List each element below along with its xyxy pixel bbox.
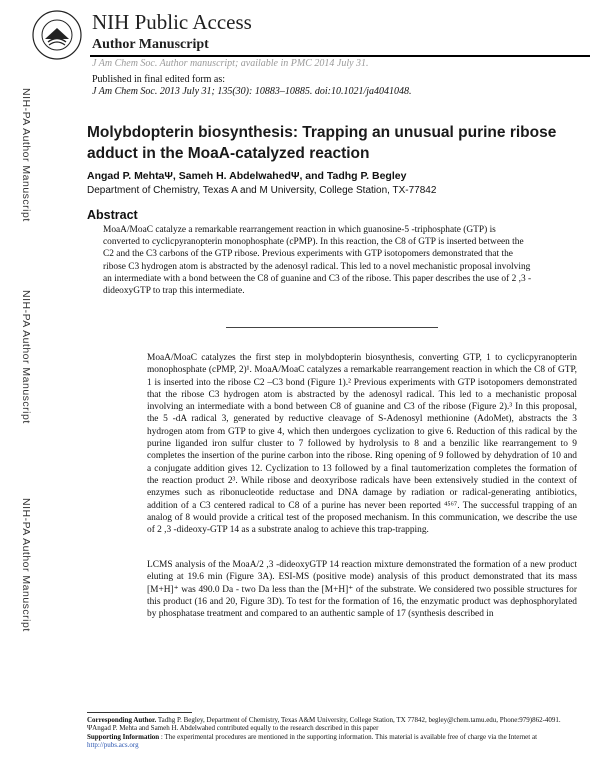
supporting-label: Supporting Information [87,732,160,741]
header-divider [90,55,590,57]
availability-note: J Am Chem Soc. Author manuscript; available in PMC 2014 July 31. [92,58,369,69]
published-label: Published in final edited form as: [92,74,226,85]
body-paragraph: MoaA/MoaC catalyzes the first step in molybdopterin biosynthesis, converting GTP, 1 to cyclicpyranopterin monophosphate (cPMP, 2)¹. MoaA/MoaC catalyzes a remarkable rearrangement reaction in which the C8 of GTP, 1 is inserted into the ribose C2 –C3 bond (Figure 1).² Previous experiments with GTP isotopomers demonstrated that the ribose C3 hydrogen atom is abstracted by the adenosyl radical. This led to a mechanistic proposal involving an intermediate with a bond between C8 of guanine and C3 of the ribose (Figure 2).³ In this proposal, the 5 -dA radical 3, generated by reductive cleavage of S-Adenosyl methionine (AdoMet), abstracts the 3 hydrogen atom from GTP to give 4, which then undergoes cyclization to give 6. Reduction of this radical by the purine liganded iron sulfur cluster to 7 followed by hydrolysis to 8 and a benzilic like rearrangement to 9 completes the insertion of the purine carbon into the ribose. Ring opening of 9 followed by dehydration of 10 and a conjugate addition gives 12. Cyclization to 13 followed by a final tautomerization completes the formation of the reaction product 2³. While ribose and deoxyribose radicals have been extensively studied in the context of enzymes such as ribonucleotide reductase and DNA damage by radiation or radical-generating antibiotics, addition of a C3 centered radical to C8 of a purine has never been reported ⁴⁵⁶⁷. The successful trapping of an analog of 8 would provide a critical test of the proposed mechanism. In this communication, we describe the use of 2 ,3 -dideoxy-GTP 14 as a substrate analog to achieve this trap-trapping. [147,353,577,536]
abstract-heading: Abstract [87,208,138,222]
side-watermark: NIH-PA Author Manuscript [20,88,32,222]
author-manuscript-label: Author Manuscript [92,37,209,52]
journal-citation: J Am Chem Soc. 2013 July 31; 135(30): 10883–10885. doi:10.1021/ja4041048. [92,86,412,97]
footnote-divider [87,712,192,713]
supporting-link[interactable]: http://pubs.acs.org [87,740,139,749]
side-watermark: NIH-PA Author Manuscript [20,498,32,632]
affiliation: Department of Chemistry, Texas A and M University, College Station, TX-77842 [87,185,437,196]
equal-contribution-note: ΨAngad P. Mehta and Sameh H. Abdelwahed contributed equally to the research described in this paper [87,724,379,733]
corresponding-text: Tadhg P. Begley, Department of Chemistry, Texas A&M University, College Station, TX 77842, begley@chem.tamu.edu, Phone:979)862-4091. [157,716,561,724]
corresponding-author-note [87,716,577,724]
author-list: Angad P. MehtaΨ, Sameh H. AbdelwahedΨ, and Tadhg P. Begley [87,170,407,182]
body-paragraph: LCMS analysis of the MoaA/2 ,3 -dideoxyGTP 14 reaction mixture demonstrated the formation of a new product eluting at 19.6 min (Figure 3A). ESI-MS (positive mode) analysis of this product demonstrated that its mass [M+H]⁺ was 490.0 Da - two Da less than the [M+H]⁺ of the substrate. We considered two possible structures for this product (16 and 20, Figure 3D). To test for the formation of 16, the enzymatic product was dephosphorylated by phosphatase treatment and compared to an authentic sample of 17 (synthesis described in [147,560,577,620]
corresponding-label: Corresponding Author. [87,716,157,724]
abstract-divider [226,327,438,328]
nih-public-access-title: NIH Public Access [92,10,252,34]
side-watermark: NIH-PA Author Manuscript [20,290,32,424]
footnotes [87,716,577,749]
supporting-info-note [87,733,577,750]
supporting-text: : The experimental procedures are mentioned in the supporting information. This material is available free of charge via the Internet at [160,732,538,741]
abstract-text: MoaA/MoaC catalyze a remarkable rearrangement reaction in which guanosine-5 -triphosphate (GTP) is converted to cyclicpyranopterin monophosphate (cPMP). In this reaction, the C8 of GTP is inserted between the C2 and the C3 carbons of the GTP ribose. Previous experiments with GTP isotopomers demonstrated that the ribose C3 hydrogen atom is abstracted by the adenosyl radical. This led to a novel mechanistic proposal involving an intermediate with a bond between the C8 of guanine and C3 of the ribose. This paper describes the use of 2 ,3 -dideoxyGTP to trap this intermediate. [103,225,532,297]
article-title: Molybdopterin biosynthesis: Trapping an unusual purine ribose adduct in the MoaA-catalyzed reaction [87,124,557,162]
nih-seal-logo [30,8,84,62]
